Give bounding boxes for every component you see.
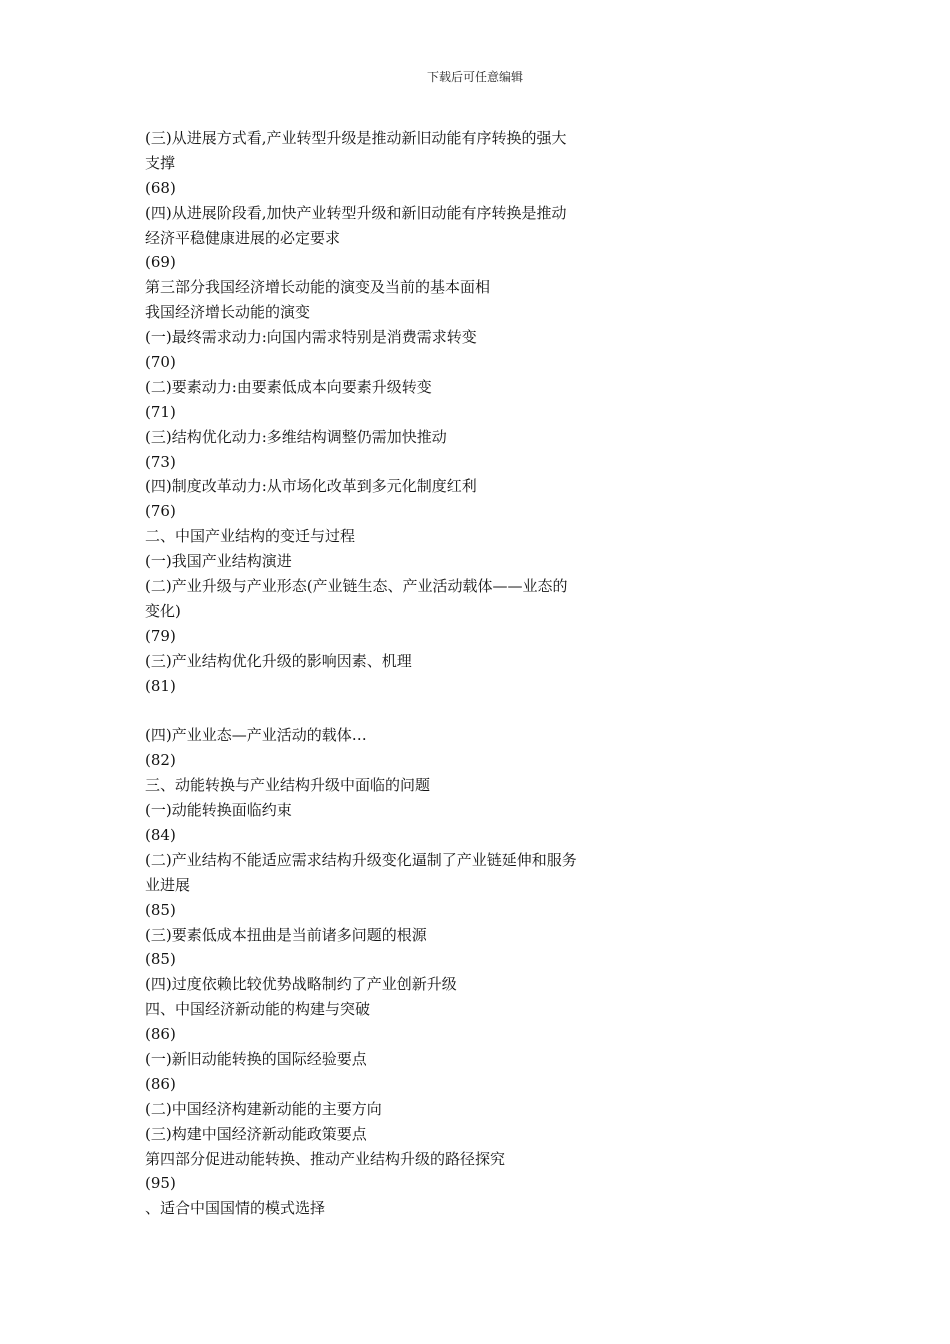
toc-line: (二)产业结构不能适应需求结构升级变化逼制了产业链延伸和服务 — [145, 850, 577, 869]
toc-line: 支撑 — [145, 153, 176, 172]
toc-line: (一)最终需求动力:向国内需求特别是消费需求转变 — [145, 328, 477, 347]
toc-line: (73) — [145, 452, 176, 471]
toc-line: (三)结构优化动力:多维结构调整仍需加快推动 — [145, 427, 447, 446]
toc-line: (68) — [145, 178, 176, 197]
toc-line: (85) — [145, 950, 176, 969]
toc-line: (84) — [145, 825, 176, 844]
toc-line: (三)产业结构优化升级的影响因素、机理 — [145, 651, 412, 670]
toc-line: 第三部分我国经济增长动能的演变及当前的基本面相 — [145, 278, 491, 297]
table-of-contents — [145, 126, 665, 1221]
toc-line: (三)要素低成本扭曲是当前诸多问题的根源 — [145, 925, 427, 944]
page-header: 下载后可任意编辑 — [426, 70, 523, 84]
toc-line: (86) — [145, 1025, 176, 1044]
toc-line: 三、动能转换与产业结构升级中面临的问题 — [145, 776, 431, 795]
toc-line: 业进展 — [145, 875, 191, 894]
toc-line: (81) — [145, 676, 176, 695]
toc-line: (三)构建中国经济新动能政策要点 — [145, 1124, 367, 1143]
toc-line: (二)要素动力:由要素低成本向要素升级转变 — [145, 377, 432, 396]
toc-line: 、适合中国国情的模式选择 — [145, 1199, 326, 1218]
toc-line: 四、中国经济新动能的构建与突破 — [145, 1000, 371, 1019]
toc-line: (一)我国产业结构演进 — [145, 552, 292, 571]
toc-line: (71) — [145, 402, 176, 421]
toc-line: 第四部分促进动能转换、推动产业结构升级的路径探究 — [145, 1149, 506, 1168]
toc-line: (二)产业升级与产业形态(产业链生态、产业活动载体——业态的 — [145, 577, 568, 596]
toc-line: (69) — [145, 253, 176, 272]
toc-line: 经济平稳健康进展的必定要求 — [145, 228, 341, 247]
toc-line: (二)中国经济构建新动能的主要方向 — [145, 1099, 382, 1118]
toc-line: 我国经济增长动能的演变 — [145, 303, 311, 322]
toc-line: (四)产业业态—产业活动的载体… — [145, 726, 367, 745]
toc-line: (70) — [145, 353, 176, 372]
toc-line: (86) — [145, 1074, 176, 1093]
toc-line: (四)从进展阶段看,加快产业转型升级和新旧动能有序转换是推动 — [145, 203, 567, 222]
toc-line: (四)制度改革动力:从市场化改革到多元化制度红利 — [145, 477, 477, 496]
toc-line: (四)过度依赖比较优势战略制约了产业创新升级 — [145, 975, 457, 994]
toc-line: (82) — [145, 751, 176, 770]
toc-line: (三)从进展方式看,产业转型升级是推动新旧动能有序转换的强大 — [145, 129, 567, 147]
toc-line: (95) — [145, 1174, 176, 1193]
toc-line: (一)新旧动能转换的国际经验要点 — [145, 1049, 367, 1068]
toc-line: (79) — [145, 626, 176, 645]
toc-line: (一)动能转换面临约束 — [145, 801, 292, 820]
toc-line: 变化) — [145, 601, 181, 620]
blank-line — [145, 698, 665, 723]
toc-line: (85) — [145, 900, 176, 919]
toc-line: (76) — [145, 502, 176, 521]
toc-line: 二、中国产业结构的变迁与过程 — [145, 527, 356, 546]
